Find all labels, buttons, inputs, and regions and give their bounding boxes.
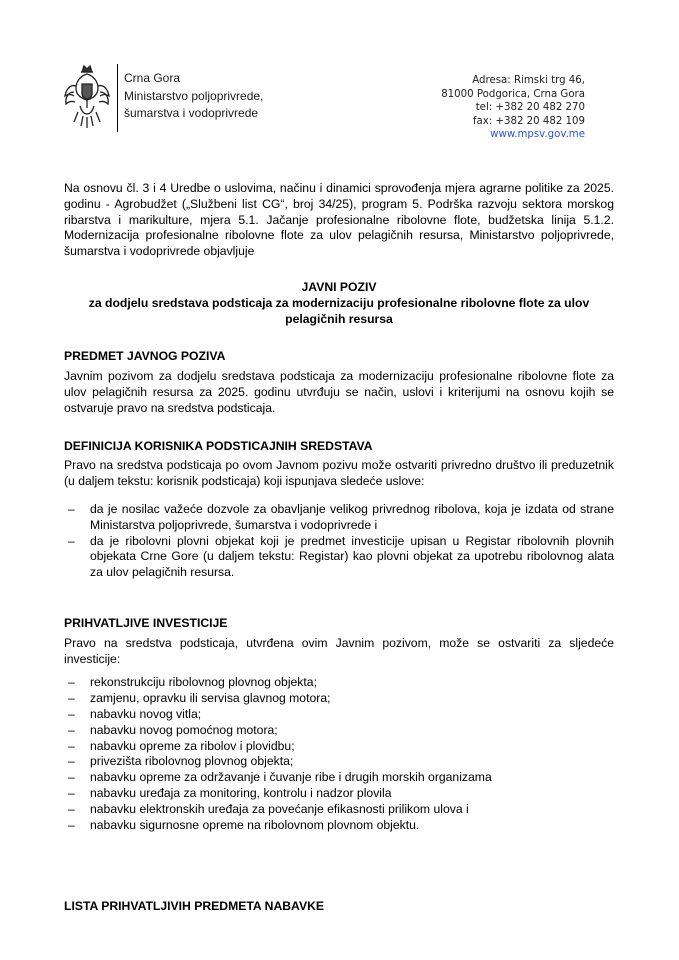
beneficiary-conditions-list — [64, 502, 614, 581]
contact-block — [441, 74, 585, 142]
document-body — [64, 181, 614, 919]
coat-of-arms-icon — [62, 62, 112, 132]
section-heading-subject: PREDMET JAVNOG POZIVA — [64, 349, 226, 364]
contact-city: 81000 Podgorica, Crna Gora — [441, 88, 585, 100]
contact-fax: fax: +382 20 482 109 — [472, 115, 585, 127]
ministry-line: Crna Gora — [124, 71, 181, 85]
investments-list — [64, 675, 614, 833]
section-text-beneficiaries: Pravo na sredstva podsticaja po ovom Javnom pozivu može ostvariti privredno društvo ili preduzetnik (u daljem tekstu: korisnik podsticaja) koji ispunjava sledeće uslove: — [64, 458, 614, 489]
intro-paragraph: Na osnovu čl. 3 i 4 Uredbe o uslovima, načinu i dinamici sprovođenja mjera agrarne politike za 2025. godinu - Agrobudžet („Službeni list CG“, broj 34/25), program 5. Podrška razvoju sektora morskog ribarstva i marikulture, mjera 5.1. Jačanje profesionalne ribolovne flote, budžetska linija 5.1.2. Modernizacija profesionalne ribolovne flote za ulov pelagičnih resursa, Ministarstvo poljoprivrede, šumarstva i vodoprivrede objavljuje — [64, 181, 614, 259]
contact-tel: tel: +382 20 482 270 — [475, 102, 585, 114]
list-item: – da je ribolovni plovni objekat koji je predmet investicije upisan u Registar ribolovnih plovnih objekata Crne Gore (u daljem tekstu: Registar) kao plovni objekat za upotrebu ribolovnog alata za ulov pelagičnih resursa. — [64, 534, 614, 581]
list-item: – privezišta ribolovnog plovnog objekta; — [64, 754, 614, 770]
list-item: – nabavku elektronskih uređaja za povećanje efikasnosti prilikom ulova i — [64, 802, 614, 818]
list-item: – da je nosilac važeće dozvole za obavljanje velikog privrednog ribolova, koja je izdata od strane Ministarstva poljoprivrede, šumarstva i vodoprivrede i — [64, 502, 614, 534]
document-subtitle: za dodjelu sredstava podsticaja za modernizaciju profesionalne ribolovne flote za ulov pelagičnih resursa — [88, 295, 590, 326]
section-heading-procurement-list: LISTA PRIHVATLJIVIH PREDMETA NABAVKE — [64, 899, 325, 914]
section-heading-beneficiaries: DEFINICIJA KORISNIKA PODSTICAJNIH SREDSTAVA — [64, 438, 373, 453]
list-item: – nabavku sigurnosne opreme na ribolovnom plovnom objektu. — [64, 818, 614, 834]
list-item: – nabavku novog vitla; — [64, 707, 614, 723]
section-text-investments: Pravo na sredstva podsticaja, utvrđena ovim Javnim pozivom, može se ostvariti za sljedeće investicije: — [64, 635, 614, 666]
section-heading-investments: PRIHVATLJIVE INVESTICIJE — [64, 615, 228, 630]
list-item: – nabavku uređaja za monitoring, kontrolu i nadzor plovila — [64, 786, 614, 802]
ministry-line: šumarstva i vodoprivrede — [124, 106, 259, 120]
list-item: – nabavku opreme za održavanje i čuvanje ribe i drugih morskih organizama — [64, 770, 614, 786]
header-divider — [117, 64, 118, 132]
ministry-name — [124, 70, 263, 123]
list-item: – nabavku novog pomoćnog motora; — [64, 723, 614, 739]
contact-address: Adresa: Rimski trg 46, — [472, 75, 585, 86]
section-text-subject: Javnim pozivom za dodjelu sredstava podsticaja za modernizaciju profesionalne ribolovne flote za ulov pelagičnih resursa za 2025. godinu utvrđuju se način, uslovi i kriterijumi na osnovu kojih se ostvaruje pravo na sredstva podsticaja. — [64, 369, 614, 415]
list-item: – zamjenu, opravku ili servisa glavnog motora; — [64, 691, 614, 707]
list-item: – rekonstrukciju ribolovnog plovnog objekta; — [64, 675, 614, 691]
document-title: JAVNI POZIV — [301, 279, 377, 294]
website-link[interactable]: www.mpsv.gov.me — [490, 129, 585, 141]
ministry-line: Ministarstvo poljoprivrede, — [124, 88, 264, 103]
list-item: – nabavku opreme za ribolov i plovidbu; — [64, 739, 614, 755]
